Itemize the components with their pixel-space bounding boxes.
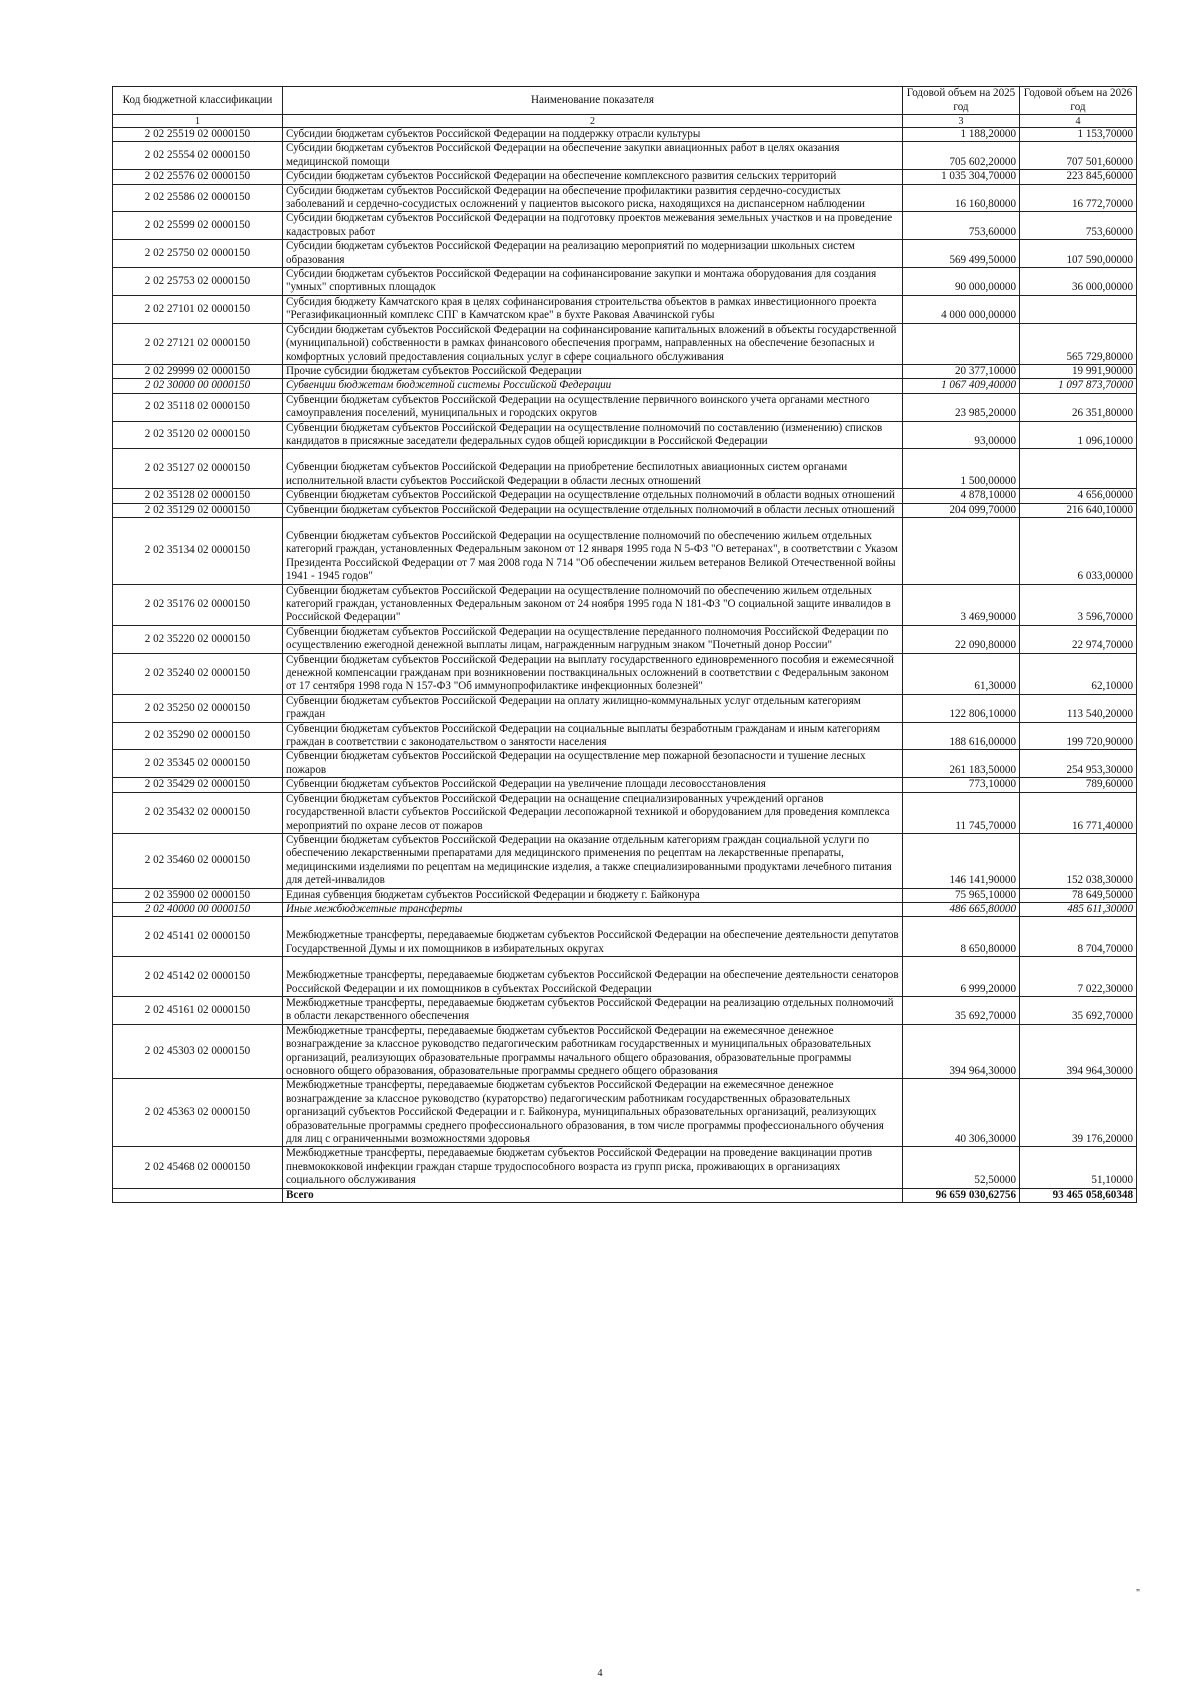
value-2026-cell: 19 991,90000: [1020, 364, 1137, 378]
indicator-name-cell: Субсидии бюджетам субъектов Российской Федерации на обеспечение профилактики развития сердечно-сосудистых заболеваний и сердечно-сосудистых осложнений у пациентов высокого риска, находящихся на диспансерном наблюдении: [283, 184, 903, 212]
indicator-name-cell: Межбюджетные трансферты, передаваемые бюджетам субъектов Российской Федерации на обеспечение деятельности депутатов Государственной Думы и их помощников в избирательных округах: [283, 917, 903, 957]
table-row: [113, 323, 1137, 364]
budget-code-cell: 2 02 35429 02 0000150: [113, 778, 283, 792]
value-2025-cell: [903, 323, 1020, 364]
indicator-name-cell: Субвенции бюджетам субъектов Российской Федерации на оказание отдельным категориям граждан социальной услуги по обеспечению лекарственными препаратами для медицинского применения по рецептам на лекарственные препараты, медицинскими изделиями по рецептам на медицинские изделия, а также специализированными продуктами лечебного питания для детей-инвалидов: [283, 833, 903, 888]
indicator-name-cell: Субвенции бюджетам субъектов Российской Федерации на осуществление мер пожарной безопасности и тушение лесных пожаров: [283, 750, 903, 778]
column-number-row: [113, 115, 1137, 128]
value-2025-cell: 1 188,20000: [903, 128, 1020, 142]
indicator-name-cell: Субвенции бюджетам субъектов Российской Федерации на оплату жилищно-коммунальных услуг отдельным категориям граждан: [283, 694, 903, 722]
indicator-name-cell: Межбюджетные трансферты, передаваемые бюджетам субъектов Российской Федерации на ежемесячное денежное вознаграждение за классное руководство педагогическим работникам государственных и муниципальных образовательных организаций, реализующих образовательные программы начального общего образования, образовательные программы основного общего образования, образовательные программы среднего общего образования: [283, 1024, 903, 1079]
budget-code-cell: 2 02 25586 02 0000150: [113, 184, 283, 212]
budget-code-cell: 2 02 35128 02 0000150: [113, 489, 283, 503]
budget-code-cell: 2 02 35118 02 0000150: [113, 393, 283, 421]
budget-code-cell: 2 02 29999 02 0000150: [113, 364, 283, 378]
value-2026-cell: 35 692,70000: [1020, 996, 1137, 1024]
table-row: [113, 1024, 1137, 1079]
table-row: [113, 128, 1137, 142]
indicator-name-cell: Субвенции бюджетам бюджетной системы Российской Федерации: [283, 379, 903, 393]
value-2026-cell: 485 611,30000: [1020, 902, 1137, 916]
budget-code-cell: [113, 1188, 283, 1202]
indicator-name-cell: Межбюджетные трансферты, передаваемые бюджетам субъектов Российской Федерации на обеспечение деятельности сенаторов Российской Федерации и их помощников в субъектах Российской Федерации: [283, 957, 903, 997]
header-2025: Годовой объем на 2025 год: [903, 87, 1020, 115]
value-2026-cell: [1020, 295, 1137, 323]
value-2026-cell: 789,60000: [1020, 778, 1137, 792]
indicator-name-cell: Субвенции бюджетам субъектов Российской Федерации на осуществление отдельных полномочий в области водных отношений: [283, 489, 903, 503]
indicator-name-cell: Субсидии бюджетам субъектов Российской Федерации на обеспечение комплексного развития сельских территорий: [283, 170, 903, 184]
value-2025-cell: 773,10000: [903, 778, 1020, 792]
table-row: [113, 517, 1137, 584]
budget-table: [112, 86, 1137, 1203]
value-2025-cell: 122 806,10000: [903, 694, 1020, 722]
value-2026-cell: 1 097 873,70000: [1020, 379, 1137, 393]
value-2025-cell: 6 999,20000: [903, 957, 1020, 997]
value-2025-cell: 1 067 409,40000: [903, 379, 1020, 393]
budget-code-cell: 2 02 45303 02 0000150: [113, 1024, 283, 1079]
value-2026-cell: 62,10000: [1020, 653, 1137, 694]
table-row: [113, 917, 1137, 957]
budget-code-cell: 2 02 25554 02 0000150: [113, 142, 283, 170]
budget-code-cell: 2 02 45468 02 0000150: [113, 1147, 283, 1188]
indicator-name-cell: Единая субвенция бюджетам субъектов Российской Федерации и бюджету г. Байконура: [283, 888, 903, 902]
value-2026-cell: 216 640,10000: [1020, 503, 1137, 517]
indicator-name-cell: Субвенции бюджетам субъектов Российской Федерации на осуществление переданного полномочия Российской Федерации по осуществлению ежегодной денежной выплаты лицам, награжденным нагрудным знаком "Почетный донор России": [283, 625, 903, 653]
budget-code-cell: 2 02 25753 02 0000150: [113, 268, 283, 296]
value-2026-cell: 753,60000: [1020, 212, 1137, 240]
header-name: Наименование показателя: [283, 87, 903, 115]
budget-code-cell: 2 02 35127 02 0000150: [113, 449, 283, 489]
indicator-name-cell: Субвенции бюджетам субъектов Российской Федерации на осуществление полномочий по составлению (изменению) списков кандидатов в присяжные заседатели федеральных судов общей юрисдикции в Российской Федерации: [283, 421, 903, 449]
budget-code-cell: 2 02 25599 02 0000150: [113, 212, 283, 240]
value-2026-cell: 16 771,40000: [1020, 792, 1137, 833]
value-2025-cell: 52,50000: [903, 1147, 1020, 1188]
budget-code-cell: 2 02 25750 02 0000150: [113, 240, 283, 268]
budget-code-cell: 2 02 35240 02 0000150: [113, 653, 283, 694]
table-row: [113, 489, 1137, 503]
table-row: [113, 653, 1137, 694]
indicator-name-cell: Субсидии бюджетам субъектов Российской Федерации на софинансирование закупки и монтажа оборудования для создания "умных" спортивных площадок: [283, 268, 903, 296]
indicator-name-cell: Субвенции бюджетам субъектов Российской Федерации на осуществление первичного воинского учета органами местного самоуправления поселений, муниципальных и городских округов: [283, 393, 903, 421]
header-2026: Годовой объем на 2026 год: [1020, 87, 1137, 115]
indicator-name-cell: Субсидия бюджету Камчатского края в целях софинансирования строительства объектов в рамках инвестиционного проекта "Регазификационный комплекс СПГ в Камчатском крае" в бухте Раковая Авачинской губы: [283, 295, 903, 323]
value-2026-cell: 22 974,70000: [1020, 625, 1137, 653]
table-row: [113, 1079, 1137, 1147]
table-row: [113, 1147, 1137, 1188]
table-row: [113, 957, 1137, 997]
value-2026-cell: 7 022,30000: [1020, 957, 1137, 997]
table-row: [113, 694, 1137, 722]
value-2025-cell: 486 665,80000: [903, 902, 1020, 916]
indicator-name-cell: Субвенции бюджетам субъектов Российской Федерации на увеличение площади лесовосстановления: [283, 778, 903, 792]
table-body: [113, 128, 1137, 1203]
budget-code-cell: 2 02 35900 02 0000150: [113, 888, 283, 902]
value-2026-cell: 107 590,00000: [1020, 240, 1137, 268]
table-row: [113, 503, 1137, 517]
budget-code-cell: 2 02 30000 00 0000150: [113, 379, 283, 393]
value-2026-cell: 26 351,80000: [1020, 393, 1137, 421]
table-row: [113, 722, 1137, 750]
value-2026-cell: [1020, 449, 1137, 489]
value-2025-cell: 569 499,50000: [903, 240, 1020, 268]
value-2025-cell: 16 160,80000: [903, 184, 1020, 212]
value-2026-cell: 113 540,20000: [1020, 694, 1137, 722]
indicator-name-cell: Субвенции бюджетам субъектов Российской Федерации на приобретение беспилотных авиационных систем органами исполнительной власти субъектов Российской Федерации в области лесных отношений: [283, 449, 903, 489]
value-2026-cell: 8 704,70000: [1020, 917, 1137, 957]
budget-code-cell: 2 02 35220 02 0000150: [113, 625, 283, 653]
value-2025-cell: 22 090,80000: [903, 625, 1020, 653]
table-row: [113, 364, 1137, 378]
value-2025-cell: 1 500,00000: [903, 449, 1020, 489]
value-2025-cell: 188 616,00000: [903, 722, 1020, 750]
table-row: [113, 240, 1137, 268]
value-2026-cell: 51,10000: [1020, 1147, 1137, 1188]
indicator-name-cell: Субсидии бюджетам субъектов Российской Федерации на обеспечение закупки авиационных работ в целях оказания медицинской помощи: [283, 142, 903, 170]
table-row: [113, 268, 1137, 296]
table-row: [113, 379, 1137, 393]
budget-code-cell: 2 02 40000 00 0000150: [113, 902, 283, 916]
closing-quote: ": [1136, 1588, 1141, 1599]
value-2026-cell: 36 000,00000: [1020, 268, 1137, 296]
table-row: [113, 750, 1137, 778]
indicator-name-cell: Субвенции бюджетам субъектов Российской Федерации на осуществление полномочий по обеспечению жильем отдельных категорий граждан, установленных Федеральным законом от 12 января 1995 года N 5-ФЗ "О ветеранах", в соответствии с Указом Президента Российской Федерации от 7 мая 2008 года N 714 "Об обеспечении жильем ветеранов Великой Отечественной войны 1941 - 1945 годов": [283, 517, 903, 584]
value-2026-cell: 565 729,80000: [1020, 323, 1137, 364]
value-2026-cell: 1 153,70000: [1020, 128, 1137, 142]
value-2026-cell: 152 038,30000: [1020, 833, 1137, 888]
table-row: [113, 778, 1137, 792]
value-2026-cell: 78 649,50000: [1020, 888, 1137, 902]
value-2025-cell: 394 964,30000: [903, 1024, 1020, 1079]
budget-code-cell: 2 02 25519 02 0000150: [113, 128, 283, 142]
value-2025-cell: 3 469,90000: [903, 584, 1020, 625]
page-number: 4: [597, 1668, 603, 1679]
value-2025-cell: 61,30000: [903, 653, 1020, 694]
value-2025-cell: 204 099,70000: [903, 503, 1020, 517]
value-2025-cell: 8 650,80000: [903, 917, 1020, 957]
header-code: Код бюджетной классификации: [113, 87, 283, 115]
value-2025-cell: [903, 517, 1020, 584]
indicator-name-cell: Межбюджетные трансферты, передаваемые бюджетам субъектов Российской Федерации на ежемесячное денежное вознаграждение за классное руководство (кураторство) педагогическим работникам государственных образовательных организаций субъектов Российской Федерации и г. Байконура, муниципальных образовательных организаций, реализующих образовательные программы среднего профессионального образования, в том числе программы профессионального обучения для лиц с ограниченными возможностями здоровья: [283, 1079, 903, 1147]
value-2026-cell: 223 845,60000: [1020, 170, 1137, 184]
table-row: [113, 449, 1137, 489]
table-row: [113, 393, 1137, 421]
header-row: [113, 87, 1137, 115]
indicator-name-cell: Всего: [283, 1188, 903, 1202]
value-2025-cell: 75 965,10000: [903, 888, 1020, 902]
indicator-name-cell: Субвенции бюджетам субъектов Российской Федерации на осуществление полномочий по обеспечению жильем отдельных категорий граждан, установленных Федеральным законом от 24 ноября 1995 года N 181-ФЗ "О социальной защите инвалидов в Российской Федерации": [283, 584, 903, 625]
indicator-name-cell: Субсидии бюджетам субъектов Российской Федерации на поддержку отрасли культуры: [283, 128, 903, 142]
column-number: 4: [1020, 115, 1137, 128]
indicator-name-cell: Субсидии бюджетам субъектов Российской Федерации на подготовку проектов межевания земельных участков и на проведение кадастровых работ: [283, 212, 903, 240]
value-2025-cell: 1 035 304,70000: [903, 170, 1020, 184]
column-number: 2: [283, 115, 903, 128]
value-2025-cell: 11 745,70000: [903, 792, 1020, 833]
indicator-name-cell: Субвенции бюджетам субъектов Российской Федерации на осуществление отдельных полномочий в области лесных отношений: [283, 503, 903, 517]
budget-table-sheet: [112, 86, 1136, 1203]
table-row: [113, 625, 1137, 653]
value-2025-cell: 146 141,90000: [903, 833, 1020, 888]
budget-code-cell: 2 02 35460 02 0000150: [113, 833, 283, 888]
indicator-name-cell: Субсидии бюджетам субъектов Российской Федерации на софинансирование капитальных вложений в объекты государственной (муниципальной) собственности в рамках финансового обеспечения программ, направленных на обеспечение безопасных и комфортных условий предоставления социальных услуг в сфере социального обслуживания: [283, 323, 903, 364]
column-number: 1: [113, 115, 283, 128]
indicator-name-cell: Субсидии бюджетам субъектов Российской Федерации на реализацию мероприятий по модернизации школьных систем образования: [283, 240, 903, 268]
value-2025-cell: 40 306,30000: [903, 1079, 1020, 1147]
budget-code-cell: 2 02 35250 02 0000150: [113, 694, 283, 722]
value-2026-cell: 4 656,00000: [1020, 489, 1137, 503]
indicator-name-cell: Субвенции бюджетам субъектов Российской Федерации на оснащение специализированных учреждений органов государственной власти субъектов Российской Федерации лесопожарной техникой и оборудованием для проведения комплекса мероприятий по охране лесов от пожаров: [283, 792, 903, 833]
table-row: [113, 996, 1137, 1024]
value-2025-cell: 23 985,20000: [903, 393, 1020, 421]
value-2026-cell: 707 501,60000: [1020, 142, 1137, 170]
table-row: [113, 902, 1137, 916]
budget-code-cell: 2 02 27101 02 0000150: [113, 295, 283, 323]
total-row: [113, 1188, 1137, 1202]
value-2025-cell: 20 377,10000: [903, 364, 1020, 378]
value-2025-cell: 96 659 030,62756: [903, 1188, 1020, 1202]
indicator-name-cell: Иные межбюджетные трансферты: [283, 902, 903, 916]
value-2025-cell: 705 602,20000: [903, 142, 1020, 170]
table-row: [113, 833, 1137, 888]
value-2025-cell: 93,00000: [903, 421, 1020, 449]
indicator-name-cell: Прочие субсидии бюджетам субъектов Российской Федерации: [283, 364, 903, 378]
value-2026-cell: 199 720,90000: [1020, 722, 1137, 750]
budget-code-cell: 2 02 45141 02 0000150: [113, 917, 283, 957]
table-row: [113, 184, 1137, 212]
table-row: [113, 584, 1137, 625]
indicator-name-cell: Межбюджетные трансферты, передаваемые бюджетам субъектов Российской Федерации на реализацию отдельных полномочий в области лекарственного обеспечения: [283, 996, 903, 1024]
column-number: 3: [903, 115, 1020, 128]
indicator-name-cell: Межбюджетные трансферты, передаваемые бюджетам субъектов Российской Федерации на проведение вакцинации против пневмококковой инфекции граждан старше трудоспособного возраста из групп риска, проживающих в организациях социального обслуживания: [283, 1147, 903, 1188]
value-2025-cell: 4 878,10000: [903, 489, 1020, 503]
value-2025-cell: 90 000,00000: [903, 268, 1020, 296]
value-2026-cell: 39 176,20000: [1020, 1079, 1137, 1147]
value-2025-cell: 4 000 000,00000: [903, 295, 1020, 323]
value-2026-cell: 16 772,70000: [1020, 184, 1137, 212]
budget-code-cell: 2 02 45363 02 0000150: [113, 1079, 283, 1147]
budget-code-cell: 2 02 35120 02 0000150: [113, 421, 283, 449]
table-row: [113, 421, 1137, 449]
value-2026-cell: 6 033,00000: [1020, 517, 1137, 584]
table-row: [113, 888, 1137, 902]
budget-code-cell: 2 02 27121 02 0000150: [113, 323, 283, 364]
budget-code-cell: 2 02 35432 02 0000150: [113, 792, 283, 833]
budget-code-cell: 2 02 35129 02 0000150: [113, 503, 283, 517]
value-2025-cell: 753,60000: [903, 212, 1020, 240]
value-2026-cell: 254 953,30000: [1020, 750, 1137, 778]
budget-code-cell: 2 02 25576 02 0000150: [113, 170, 283, 184]
budget-code-cell: 2 02 35290 02 0000150: [113, 722, 283, 750]
value-2026-cell: 3 596,70000: [1020, 584, 1137, 625]
value-2026-cell: 1 096,10000: [1020, 421, 1137, 449]
table-row: [113, 792, 1137, 833]
indicator-name-cell: Субвенции бюджетам субъектов Российской Федерации на выплату государственного единовременного пособия и ежемесячной денежной компенсации гражданам при возникновении поствакцинальных осложнений в соответствии с Федеральным законом от 17 сентября 1998 года N 157-ФЗ "Об иммунопрофилактике инфекционных болезней": [283, 653, 903, 694]
table-row: [113, 142, 1137, 170]
table-row: [113, 295, 1137, 323]
value-2026-cell: 394 964,30000: [1020, 1024, 1137, 1079]
table-row: [113, 170, 1137, 184]
indicator-name-cell: Субвенции бюджетам субъектов Российской Федерации на социальные выплаты безработным гражданам и иным категориям граждан в соответствии с законодательством о занятости населения: [283, 722, 903, 750]
budget-code-cell: 2 02 35176 02 0000150: [113, 584, 283, 625]
budget-code-cell: 2 02 45142 02 0000150: [113, 957, 283, 997]
value-2026-cell: 93 465 058,60348: [1020, 1188, 1137, 1202]
budget-code-cell: 2 02 35134 02 0000150: [113, 517, 283, 584]
budget-code-cell: 2 02 35345 02 0000150: [113, 750, 283, 778]
table-row: [113, 212, 1137, 240]
budget-code-cell: 2 02 45161 02 0000150: [113, 996, 283, 1024]
value-2025-cell: 35 692,70000: [903, 996, 1020, 1024]
value-2025-cell: 261 183,50000: [903, 750, 1020, 778]
